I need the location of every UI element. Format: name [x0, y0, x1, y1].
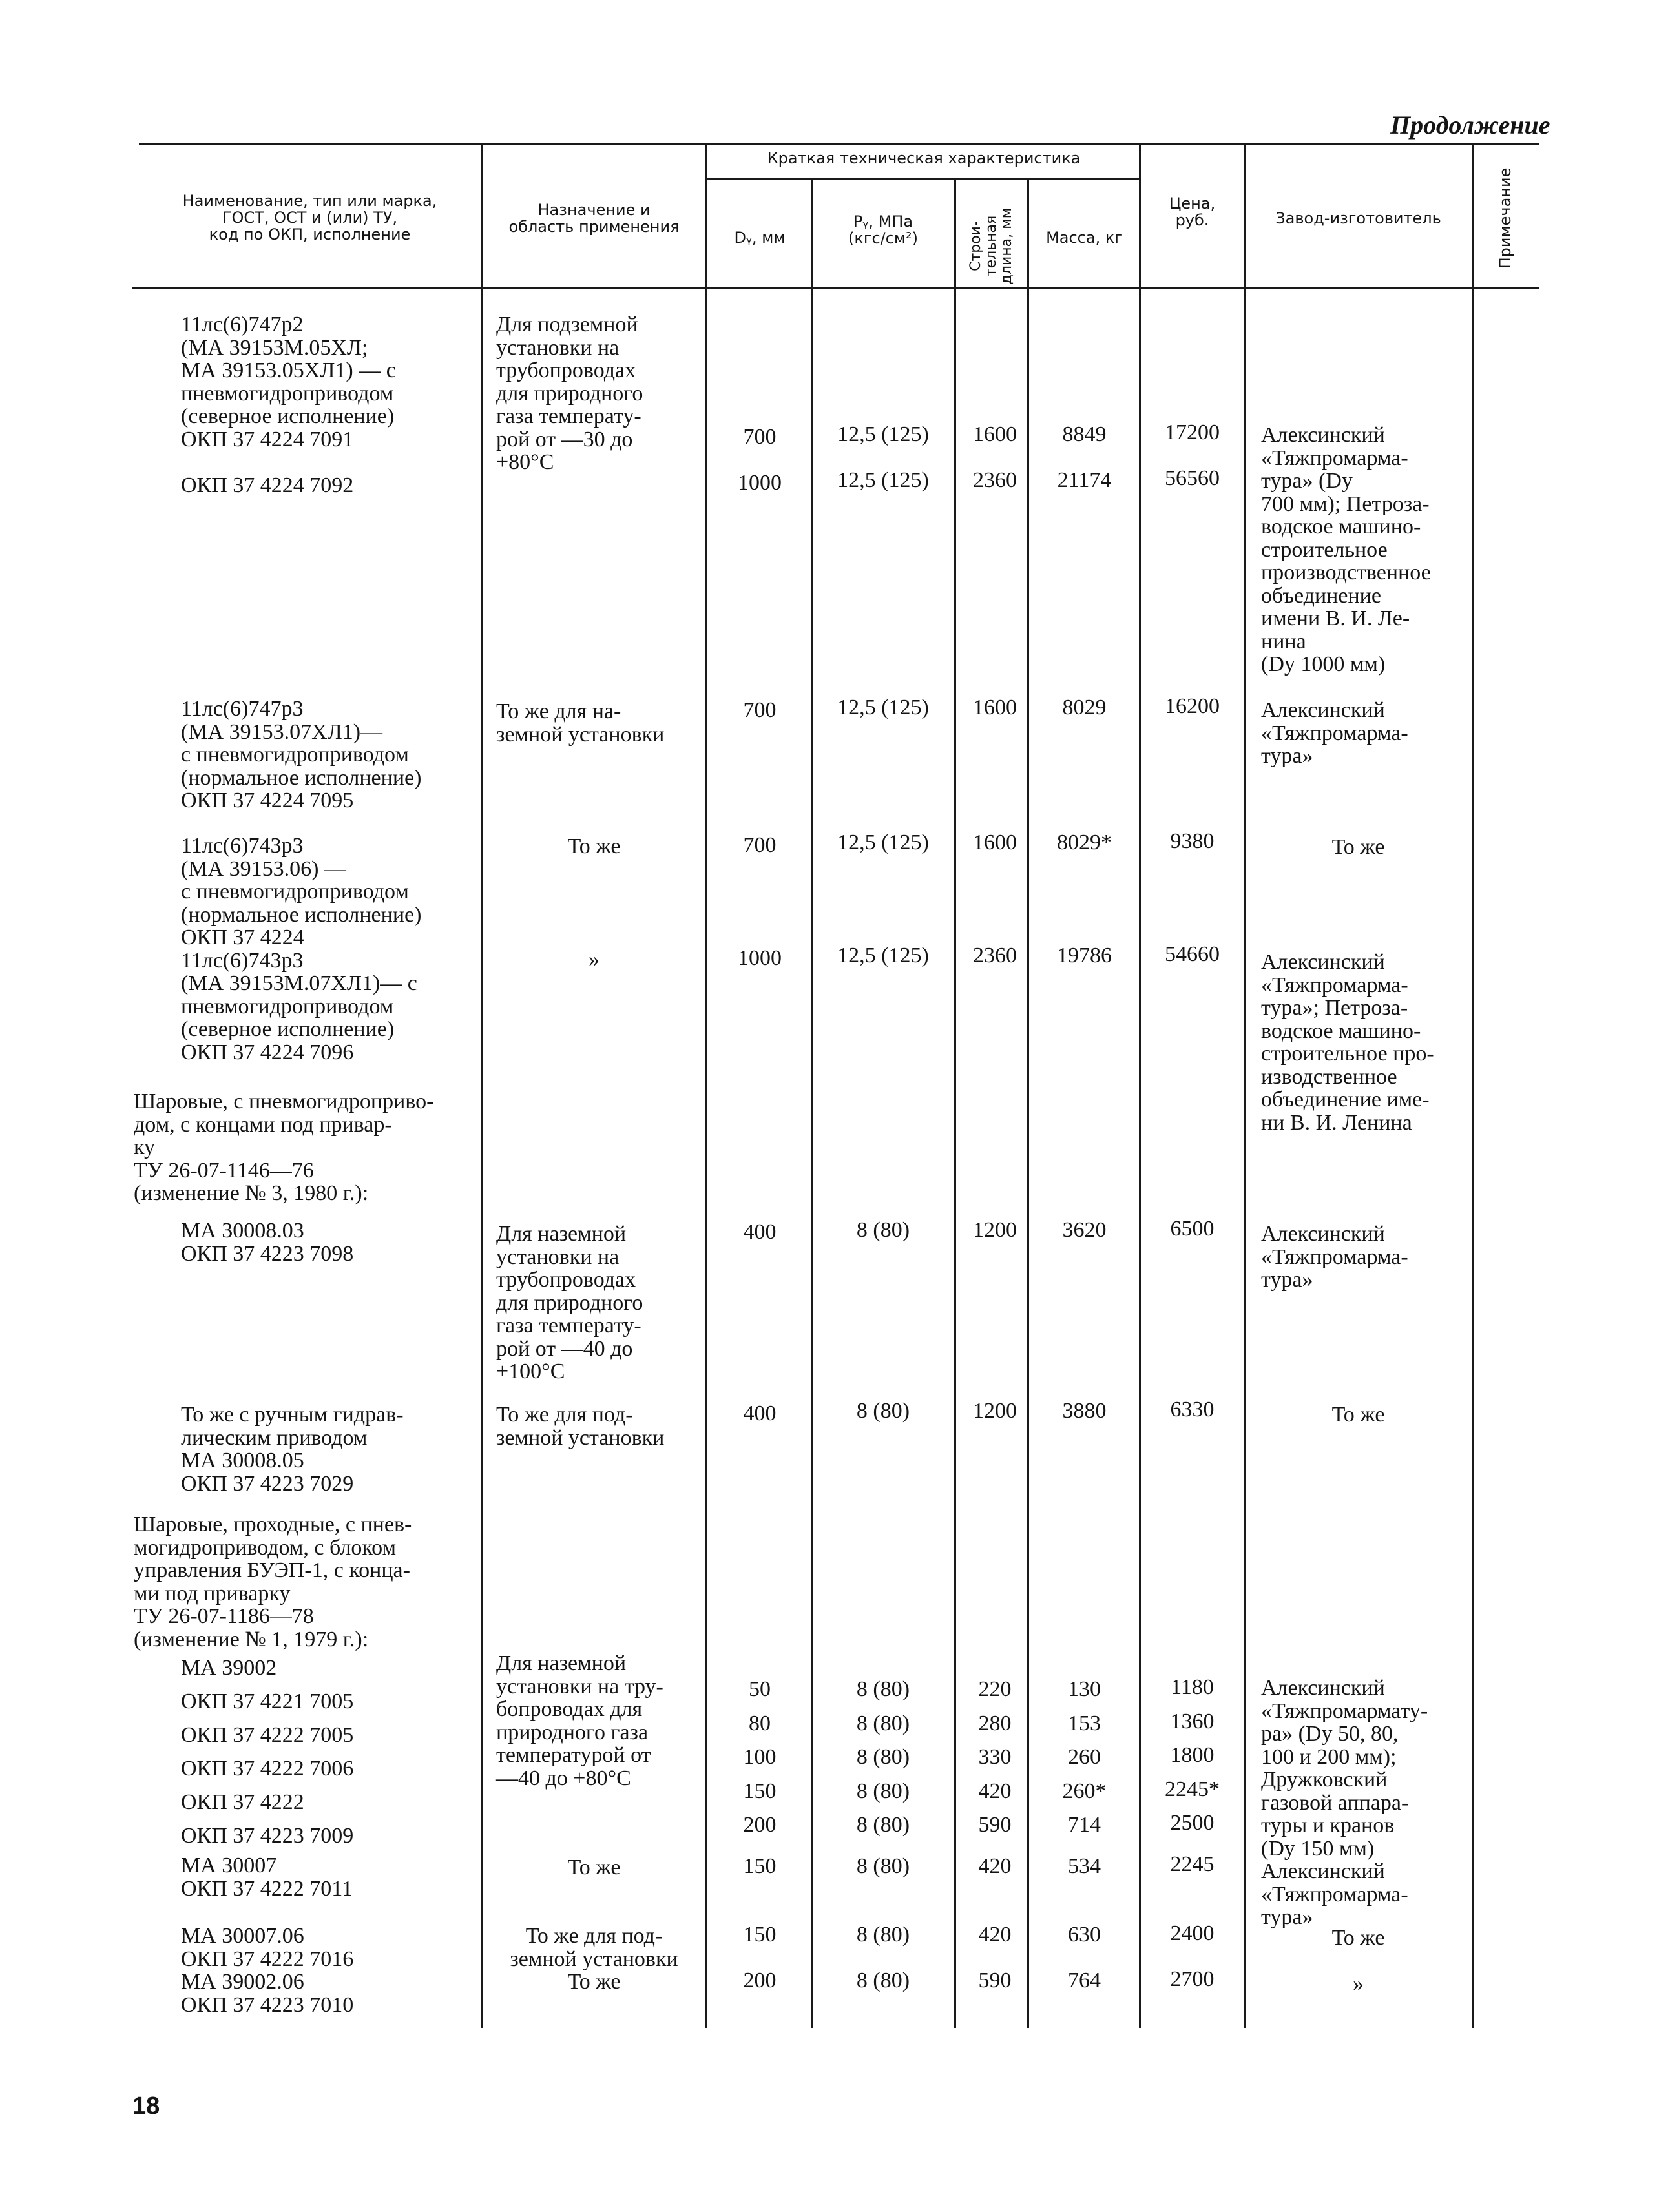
row1-length: 1600 2360 — [973, 422, 1017, 492]
row2-mass: 8029 — [1062, 696, 1107, 719]
row7-name: МА 39002 ОКП 37 4221 7005 ОКП 37 4222 7005 ОКП 37 4222 7006 ОКП 37 4222 ОКП 37 4223 7009 — [181, 1656, 354, 1848]
row9-maker: То же » — [1331, 1926, 1385, 1996]
row4-dy: 1000 — [738, 946, 782, 970]
continuation-title: Продолжение — [1390, 110, 1550, 140]
col-divider-purpose — [705, 143, 707, 2028]
header-maker: Завод-изготовитель — [1275, 209, 1441, 227]
row1-dy: 700 1000 — [738, 425, 782, 495]
header-py: Pᵧ, МПа (кгс/см²) — [848, 212, 919, 247]
header-dy: Dᵧ, мм — [734, 229, 786, 247]
row7-py: 8 (80) 8 (80) 8 (80) 8 (80) 8 (80) — [856, 1677, 910, 1837]
col-divider-name — [481, 143, 483, 2028]
row9-purpose: То же для под- земной установки То же — [510, 1924, 678, 1994]
row6-price: 6330 — [1170, 1398, 1215, 1421]
row4-py: 12,5 (125) — [837, 944, 929, 967]
row7-dy: 50 80 100 150 200 — [743, 1677, 777, 1837]
row6-purpose: То же для под- земной установки — [496, 1403, 665, 1450]
row4-maker: Алексинский «Тяжпромарма- тура»; Петроза- водское машино- строительное про- изводственное объединение име- ни В. И. Ленина — [1261, 950, 1434, 1135]
row9-dy: 150 200 — [743, 1923, 777, 1992]
row3-name: 11лс(6)743р3 (МА 39153.06) — с пневмогидроприводом (нормальное исполнение) ОКП 37 4224 11лс(6)743р3 (МА 39153М.07ХЛ1)— с пневмогидроприводом (северное исполнение) ОКП 37 4224 7096 — [181, 834, 422, 1064]
row1-py: 12,5 (125) 12,5 (125) — [837, 422, 929, 492]
row1-price: 17200 56560 — [1165, 420, 1220, 490]
group1-name: Шаровые, с пневмогидроприво- дом, с концами под привар- ку ТУ 26-07-1146—76 (изменение № 3, 1980 г.): — [134, 1090, 434, 1205]
header-purpose: Назначение и область применения — [508, 201, 680, 236]
col-divider-mass — [1139, 143, 1141, 2028]
row8-price: 2245 — [1170, 1852, 1215, 1876]
row3-mass: 8029* — [1057, 831, 1112, 854]
row3-purpose: То же — [567, 834, 621, 858]
row4-purpose: » — [589, 947, 600, 971]
row7-price: 1180 1360 1800 2245* 2500 — [1165, 1675, 1220, 1835]
row5-name: МА 30008.03 ОКП 37 4223 7098 — [181, 1219, 354, 1266]
row4-mass: 19786 — [1057, 944, 1112, 967]
row8-purpose: То же — [567, 1855, 621, 1879]
row5-py: 8 (80) — [856, 1218, 910, 1242]
page-number: 18 — [132, 2093, 160, 2120]
header-mass: Масса, кг — [1046, 229, 1123, 247]
row1-mass: 8849 21174 — [1057, 422, 1112, 492]
row9-length: 420 590 — [978, 1923, 1012, 1992]
row2-maker: Алексинский «Тяжпромарма- тура» — [1261, 698, 1408, 768]
group2-name: Шаровые, проходные, с пнев- могидроприводом, с блоком управления БУЭП-1, с конца- ми под приварку ТУ 26-07-1186—78 (изменение № 1, 1979 г.): — [134, 1513, 412, 1651]
header-price: Цена, руб. — [1169, 194, 1216, 229]
row6-dy: 400 — [743, 1401, 777, 1425]
col-divider-maker — [1472, 143, 1474, 2028]
row2-length: 1600 — [973, 696, 1017, 719]
row9-py: 8 (80) 8 (80) — [856, 1923, 910, 1992]
row7-mass: 130 153 260 260* 714 — [1062, 1677, 1107, 1837]
row5-dy: 400 — [743, 1220, 777, 1244]
row7-purpose: Для наземной установки на тру- бопроводах для природного газа температурой от —40 до +80°С — [496, 1651, 663, 1790]
row2-price: 16200 — [1165, 694, 1220, 718]
row3-py: 12,5 (125) — [837, 831, 929, 854]
row6-length: 1200 — [973, 1399, 1017, 1423]
col-divider-price — [1244, 143, 1246, 2028]
row1-maker: Алексинский «Тяжпромарма- тура» (Dу 700 мм); Петроза- водское машино- строительное производственное объединение имени В. И. Ле- нина (Dу 1000 мм) — [1261, 423, 1431, 676]
header-bottom-rule — [132, 287, 1539, 289]
header-note: Примечание — [1496, 167, 1514, 269]
row5-maker: Алексинский «Тяжпромарма- тура» — [1261, 1222, 1408, 1292]
row1-purpose: Для подземной установки на трубопроводах для природного газа температу- рой от —30 до +80°С — [496, 313, 643, 474]
row5-mass: 3620 — [1062, 1218, 1107, 1242]
row6-maker: То же — [1331, 1403, 1385, 1427]
tech-group-rule — [707, 178, 1140, 180]
row8-py: 8 (80) — [856, 1854, 910, 1878]
row4-price: 54660 — [1165, 942, 1220, 966]
row8-name: МА 30007 ОКП 37 4222 7011 — [181, 1854, 353, 1901]
row8-length: 420 — [978, 1854, 1012, 1878]
row2-purpose: То же для на- земной установки — [496, 699, 665, 747]
row9-mass: 630 764 — [1068, 1923, 1101, 1992]
col-divider-length — [1027, 178, 1029, 2028]
col-divider-dy — [811, 178, 813, 2028]
row6-py: 8 (80) — [856, 1399, 910, 1423]
header-name: Наименование, тип или марка, ГОСТ, ОСТ и (или) ТУ, код по ОКП, исполнение — [182, 192, 437, 243]
row8-mass: 534 — [1068, 1854, 1101, 1878]
table-top-rule — [139, 143, 1539, 145]
row3-dy: 700 — [743, 833, 777, 857]
row5-price: 6500 — [1170, 1217, 1215, 1241]
row2-name: 11лс(6)747р3 (МА 39153.07ХЛ1)— с пневмогидроприводом (нормальное исполнение) ОКП 37 4224 7095 — [181, 697, 422, 812]
col-divider-py — [954, 178, 956, 2028]
row6-mass: 3880 — [1062, 1399, 1107, 1423]
row2-dy: 700 — [743, 698, 777, 722]
header-length: Строи- тельная длина, мм — [968, 207, 1015, 285]
row7-maker: Алексинский «Тяжпромармату- ра» (Dу 50, 80, 100 и 200 мм); Дружковский газовой аппара- туры и кранов (Dу 150 мм) Алексинский «Тяжпромарма- тура» — [1261, 1676, 1428, 1929]
row4-length: 2360 — [973, 944, 1017, 967]
row9-price: 2400 2700 — [1170, 1921, 1215, 1991]
row8-dy: 150 — [743, 1854, 777, 1878]
row2-py: 12,5 (125) — [837, 696, 929, 719]
row3-length: 1600 — [973, 831, 1017, 854]
row1-name: 11лс(6)747р2 (МА 39153М.05ХЛ; МА 39153.05ХЛ1) — с пневмогидроприводом (северное исполнение) ОКП 37 4224 7091 ОКП 37 4224 7092 — [181, 313, 396, 497]
row3-maker: То же — [1331, 835, 1385, 859]
row7-length: 220 280 330 420 590 — [978, 1677, 1012, 1837]
row3-price: 9380 — [1170, 829, 1215, 853]
row6-name: То же с ручным гидрав- лическим приводом МА 30008.05 ОКП 37 4223 7029 — [181, 1403, 404, 1496]
row5-length: 1200 — [973, 1218, 1017, 1242]
row9-name: МА 30007.06 ОКП 37 4222 7016 МА 39002.06 ОКП 37 4223 7010 — [181, 1924, 354, 2017]
row5-purpose: Для наземной установки на трубопроводах для природного газа температу- рой от —40 до +100°С — [496, 1222, 643, 1383]
header-tech-group: Краткая техническая характеристика — [767, 149, 1081, 167]
